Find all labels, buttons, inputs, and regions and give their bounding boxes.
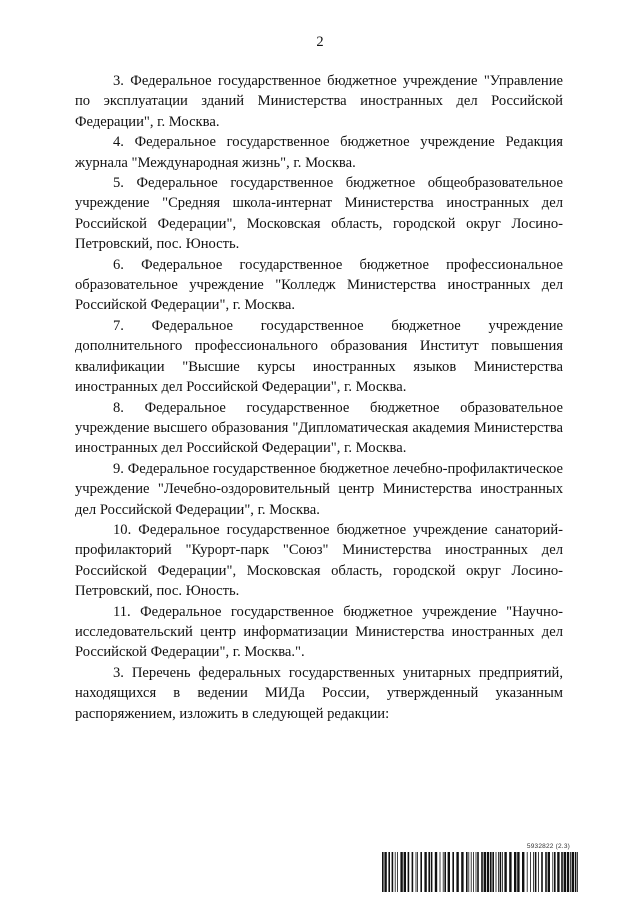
paragraph-item-11: 11. Федеральное государственное бюджетное учреждение "Научно-исследовательский центр информатизации Министерства иностранных дел Российской Федерации", г. Москва.". [75,603,563,661]
paragraph-item-5: 5. Федеральное государственное бюджетное общеобразовательное учреждение "Средняя школа-интернат Министерства иностранных дел Российской Федерации", Московская область, городской округ Лосино-Петровский, пос. Юность. [75,175,563,253]
paragraph-item-3: 3. Федеральное государственное бюджетное учреждение "Управление по эксплуатации зданий Министерства иностранных дел Российской Федерации", г. Москва. [75,73,563,130]
paragraph-item-9: 9. Федеральное государственное бюджетное лечебно-профилактическое учреждение "Лечебно-оздоровительный центр Министерства иностранных дел Российской Федерации", г. Москва. [75,460,563,518]
barcode-caption: 5932822 (2.3) [526,843,570,850]
paragraph-item-7: 7. Федеральное государственное бюджетное учреждение дополнительного профессионального образования Институт повышения квалификации "Высшие курсы иностранных языков Министерства иностранных дел Российской Федерации", г. Москва. [75,317,563,396]
paragraph-item-4: 4. Федеральное государственное бюджетное учреждение Редакция журнала "Международная жизнь", г. Москва. [75,134,563,171]
paragraph-point-3: 3. Перечень федеральных государственных унитарных предприятий, находящихся в ведении МИДа России, утвержденный указанным распоряжением, изложить в следующей редакции: [75,664,563,722]
paragraph-item-6: 6. Федеральное государственное бюджетное профессиональное образовательное учреждение "Колледж Министерства иностранных дел Российской Федерации", г. Москва. [75,256,563,314]
page-number: 2 [316,34,324,50]
paragraph-item-10: 10. Федеральное государственное бюджетное учреждение санаторий-профилакторий "Курорт-парк "Союз" Министерства иностранных дел Российской Федерации", Московская область, городской округ Лосино-Петровский, пос. Юность. [75,521,563,600]
paragraph-item-8: 8. Федеральное государственное бюджетное образовательное учреждение высшего образования "Дипломатическая академия Министерства иностранных дел Российской Федерации", г. Москва. [75,399,563,457]
document-body [75,71,563,724]
barcode-icon [382,852,578,892]
document-barcode [382,843,578,893]
